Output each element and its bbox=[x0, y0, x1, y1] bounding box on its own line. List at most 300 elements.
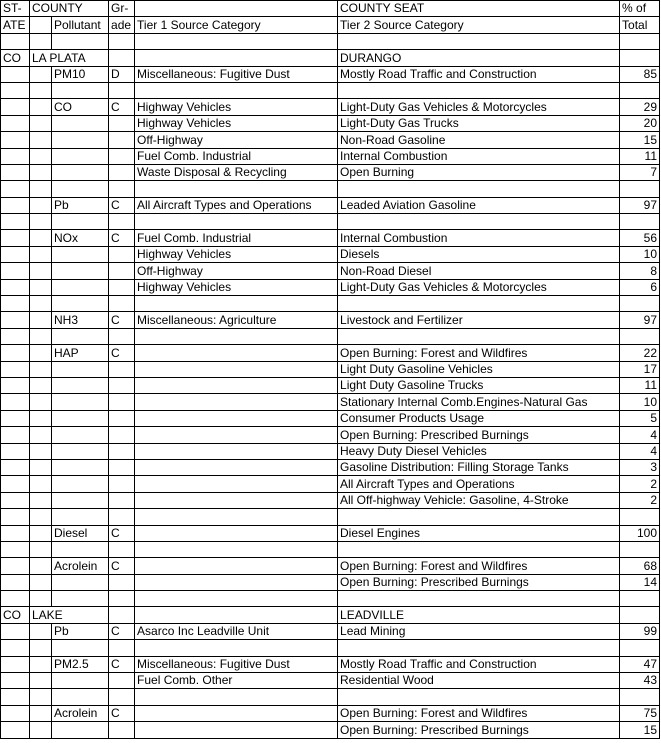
table-row bbox=[1, 33, 660, 49]
pollutant-cell bbox=[52, 377, 109, 393]
grade-cell: D bbox=[109, 66, 135, 82]
percent-cell: 10 bbox=[620, 394, 660, 410]
state-cell bbox=[1, 509, 30, 525]
tier1-cell: Fuel Comb. Industrial bbox=[135, 148, 338, 164]
county-cell bbox=[30, 181, 52, 197]
pollutant-cell bbox=[52, 394, 109, 410]
tier2-cell bbox=[338, 689, 620, 705]
percent-cell: 15 bbox=[620, 722, 660, 738]
grade-cell bbox=[109, 214, 135, 230]
grade-cell bbox=[109, 607, 135, 623]
state-cell bbox=[1, 689, 30, 705]
table-row bbox=[1, 328, 660, 344]
state-cell bbox=[1, 263, 30, 279]
county-cell bbox=[30, 328, 52, 344]
county-cell bbox=[30, 132, 52, 148]
state-cell bbox=[1, 410, 30, 426]
pollutant-cell bbox=[52, 689, 109, 705]
state-cell bbox=[1, 541, 30, 557]
tier2-cell: Consumer Products Usage bbox=[338, 410, 620, 426]
grade-cell bbox=[109, 82, 135, 98]
state-cell bbox=[1, 394, 30, 410]
percent-cell bbox=[620, 82, 660, 98]
header-row bbox=[1, 17, 660, 33]
county-cell bbox=[30, 541, 52, 557]
percent-cell bbox=[620, 607, 660, 623]
tier1-cell bbox=[135, 345, 338, 361]
table-row bbox=[1, 427, 660, 443]
percent-cell bbox=[620, 640, 660, 656]
table-row bbox=[1, 623, 660, 639]
grade-cell bbox=[109, 689, 135, 705]
table-row bbox=[1, 591, 660, 607]
percent-cell bbox=[620, 296, 660, 312]
pollutant-cell bbox=[52, 443, 109, 459]
percent-cell: 5 bbox=[620, 410, 660, 426]
grade-header: Gr- bbox=[109, 1, 135, 17]
grade-cell bbox=[109, 394, 135, 410]
pollutant-cell bbox=[52, 148, 109, 164]
tier2-cell bbox=[338, 82, 620, 98]
tier2-cell: Heavy Duty Diesel Vehicles bbox=[338, 443, 620, 459]
county-cell bbox=[30, 377, 52, 393]
county-seat-cell: LEADVILLE bbox=[338, 607, 620, 623]
header-row bbox=[1, 1, 660, 17]
state-cell bbox=[1, 82, 30, 98]
table-row bbox=[1, 574, 660, 590]
pollutant-cell: NOx bbox=[52, 230, 109, 246]
pollutant-cell bbox=[52, 132, 109, 148]
percent-cell: 2 bbox=[620, 476, 660, 492]
tier1-cell: Fuel Comb. Other bbox=[135, 673, 338, 689]
tier2-cell: Diesel Engines bbox=[338, 525, 620, 541]
state-cell bbox=[1, 574, 30, 590]
state-cell: CO bbox=[1, 607, 30, 623]
county-seat-header: COUNTY SEAT bbox=[338, 1, 620, 17]
table-row bbox=[1, 246, 660, 262]
percent-cell: 11 bbox=[620, 148, 660, 164]
pollutant-cell: PM2.5 bbox=[52, 656, 109, 672]
grade-cell bbox=[109, 459, 135, 475]
state-cell bbox=[1, 673, 30, 689]
state-cell bbox=[1, 312, 30, 328]
grade-cell: C bbox=[109, 558, 135, 574]
tier1-cell: Highway Vehicles bbox=[135, 279, 338, 295]
county-cell bbox=[30, 279, 52, 295]
pollutant-cell bbox=[52, 296, 109, 312]
tier1-cell bbox=[135, 394, 338, 410]
tier1-cell bbox=[135, 214, 338, 230]
grade-cell bbox=[109, 164, 135, 180]
total-header: Total bbox=[620, 17, 660, 33]
county-cell bbox=[30, 82, 52, 98]
percent-cell: 47 bbox=[620, 656, 660, 672]
tier2-cell: Light-Duty Gas Trucks bbox=[338, 115, 620, 131]
table-row bbox=[1, 197, 660, 213]
percent-cell: 4 bbox=[620, 427, 660, 443]
table-row bbox=[1, 509, 660, 525]
pollutant-cell bbox=[52, 591, 109, 607]
tier1-cell bbox=[135, 33, 338, 49]
table-body bbox=[1, 33, 660, 738]
tier2-cell: All Off-highway Vehicle: Gasoline, 4-Stroke bbox=[338, 492, 620, 508]
tier2-cell: Non-Road Gasoline bbox=[338, 132, 620, 148]
tier2-cell: Open Burning: Prescribed Burnings bbox=[338, 427, 620, 443]
tier1-cell bbox=[135, 525, 338, 541]
pollutant-cell bbox=[52, 328, 109, 344]
state-header: ST- bbox=[1, 1, 30, 17]
percent-header: % of bbox=[620, 1, 660, 17]
table-row bbox=[1, 132, 660, 148]
table-row bbox=[1, 607, 660, 623]
percent-cell bbox=[620, 50, 660, 66]
percent-cell: 7 bbox=[620, 164, 660, 180]
table-row bbox=[1, 722, 660, 738]
grade-cell: C bbox=[109, 312, 135, 328]
tier2-cell: Mostly Road Traffic and Construction bbox=[338, 66, 620, 82]
table-row bbox=[1, 214, 660, 230]
table-row bbox=[1, 312, 660, 328]
percent-cell: 56 bbox=[620, 230, 660, 246]
county-cell bbox=[30, 197, 52, 213]
pollutant-cell bbox=[52, 476, 109, 492]
tier2-cell bbox=[338, 509, 620, 525]
pollutant-header: Pollutant bbox=[52, 17, 109, 33]
grade-cell: C bbox=[109, 197, 135, 213]
percent-cell: 68 bbox=[620, 558, 660, 574]
tier1-header: Tier 1 Source Category bbox=[135, 17, 338, 33]
grade-cell: C bbox=[109, 623, 135, 639]
percent-cell: 29 bbox=[620, 99, 660, 115]
county-cell bbox=[30, 394, 52, 410]
county-cell bbox=[30, 722, 52, 738]
tier1-cell: Asarco Inc Leadville Unit bbox=[135, 623, 338, 639]
county-cell bbox=[30, 66, 52, 82]
grade-cell: C bbox=[109, 656, 135, 672]
grade-cell: C bbox=[109, 230, 135, 246]
table-row bbox=[1, 230, 660, 246]
table-row bbox=[1, 377, 660, 393]
percent-cell: 3 bbox=[620, 459, 660, 475]
grade-cell bbox=[109, 591, 135, 607]
grade-cell bbox=[109, 541, 135, 557]
percent-cell: 4 bbox=[620, 443, 660, 459]
county-cell bbox=[30, 459, 52, 475]
county-cell bbox=[30, 673, 52, 689]
county-cell bbox=[30, 230, 52, 246]
tier1-cell bbox=[135, 492, 338, 508]
tier1-cell bbox=[135, 640, 338, 656]
pollutant-cell bbox=[52, 509, 109, 525]
tier1-cell bbox=[135, 296, 338, 312]
county-cell bbox=[30, 246, 52, 262]
tier2-cell: Lead Mining bbox=[338, 623, 620, 639]
percent-cell: 85 bbox=[620, 66, 660, 82]
pollutant-cell bbox=[52, 82, 109, 98]
percent-cell: 17 bbox=[620, 361, 660, 377]
tier2-cell: Gasoline Distribution: Filling Storage Tanks bbox=[338, 459, 620, 475]
state-cell bbox=[1, 148, 30, 164]
table-row bbox=[1, 263, 660, 279]
tier1-cell: Off-Highway bbox=[135, 263, 338, 279]
percent-cell: 97 bbox=[620, 197, 660, 213]
state-cell bbox=[1, 164, 30, 180]
state-cell bbox=[1, 492, 30, 508]
percent-cell: 6 bbox=[620, 279, 660, 295]
state-cell bbox=[1, 640, 30, 656]
grade-cell: C bbox=[109, 345, 135, 361]
county-cell bbox=[30, 705, 52, 721]
tier1-cell: Miscellaneous: Fugitive Dust bbox=[135, 656, 338, 672]
table-row bbox=[1, 66, 660, 82]
county-cell bbox=[30, 476, 52, 492]
county-name-cell: LAKE bbox=[30, 607, 109, 623]
tier2-cell: Light Duty Gasoline Trucks bbox=[338, 377, 620, 393]
tier1-cell bbox=[135, 181, 338, 197]
county-cell bbox=[30, 492, 52, 508]
tier1-cell: Fuel Comb. Industrial bbox=[135, 230, 338, 246]
grade-cell bbox=[109, 377, 135, 393]
state-cell bbox=[1, 246, 30, 262]
pollutant-cell bbox=[52, 263, 109, 279]
tier2-cell: Livestock and Fertilizer bbox=[338, 312, 620, 328]
tier1-cell bbox=[135, 591, 338, 607]
tier2-cell bbox=[338, 296, 620, 312]
percent-cell: 43 bbox=[620, 673, 660, 689]
table-row bbox=[1, 394, 660, 410]
pollutant-cell bbox=[52, 410, 109, 426]
county-cell bbox=[30, 99, 52, 115]
percent-cell: 2 bbox=[620, 492, 660, 508]
tier1-header-top bbox=[135, 1, 338, 17]
state-cell bbox=[1, 197, 30, 213]
table-row bbox=[1, 640, 660, 656]
grade-cell bbox=[109, 427, 135, 443]
tier2-cell: Open Burning: Forest and Wildfires bbox=[338, 345, 620, 361]
tier1-cell bbox=[135, 377, 338, 393]
pollutant-cell bbox=[52, 214, 109, 230]
tier2-cell bbox=[338, 541, 620, 557]
county-header-cont bbox=[30, 17, 52, 33]
pollutant-cell bbox=[52, 361, 109, 377]
pollutant-cell: Pb bbox=[52, 197, 109, 213]
county-cell bbox=[30, 345, 52, 361]
tier2-cell: All Aircraft Types and Operations bbox=[338, 476, 620, 492]
grade-cell bbox=[109, 492, 135, 508]
table-row bbox=[1, 296, 660, 312]
percent-cell bbox=[620, 689, 660, 705]
grade-cell bbox=[109, 132, 135, 148]
pollutant-cell: Acrolein bbox=[52, 705, 109, 721]
tier1-cell bbox=[135, 82, 338, 98]
county-cell bbox=[30, 115, 52, 131]
pollutant-cell: PM10 bbox=[52, 66, 109, 82]
percent-cell bbox=[620, 509, 660, 525]
tier2-cell: Open Burning: Prescribed Burnings bbox=[338, 722, 620, 738]
state-cell bbox=[1, 181, 30, 197]
state-cell bbox=[1, 705, 30, 721]
table-row bbox=[1, 115, 660, 131]
tier1-cell bbox=[135, 541, 338, 557]
tier1-cell bbox=[135, 705, 338, 721]
tier2-cell bbox=[338, 214, 620, 230]
pollutant-cell bbox=[52, 181, 109, 197]
table-row bbox=[1, 99, 660, 115]
pollutant-cell: NH3 bbox=[52, 312, 109, 328]
percent-cell: 75 bbox=[620, 705, 660, 721]
grade-cell bbox=[109, 410, 135, 426]
tier1-cell bbox=[135, 574, 338, 590]
tier2-cell: Mostly Road Traffic and Construction bbox=[338, 656, 620, 672]
county-cell bbox=[30, 312, 52, 328]
county-cell bbox=[30, 509, 52, 525]
state-cell bbox=[1, 345, 30, 361]
state-cell bbox=[1, 722, 30, 738]
grade-cell bbox=[109, 640, 135, 656]
pollutant-cell bbox=[52, 722, 109, 738]
percent-cell: 97 bbox=[620, 312, 660, 328]
tier2-cell: Light-Duty Gas Vehicles & Motorcycles bbox=[338, 279, 620, 295]
pollutant-cell bbox=[52, 459, 109, 475]
percent-cell bbox=[620, 541, 660, 557]
tier1-cell: Waste Disposal & Recycling bbox=[135, 164, 338, 180]
grade-cell bbox=[109, 361, 135, 377]
pollutant-cell bbox=[52, 33, 109, 49]
tier1-cell bbox=[135, 558, 338, 574]
table-row bbox=[1, 525, 660, 541]
pollutant-cell: HAP bbox=[52, 345, 109, 361]
grade-cell bbox=[109, 509, 135, 525]
tier1-cell bbox=[135, 361, 338, 377]
state-cell bbox=[1, 230, 30, 246]
tier2-cell bbox=[338, 591, 620, 607]
table-row bbox=[1, 689, 660, 705]
pollutant-cell: Pb bbox=[52, 623, 109, 639]
county-cell bbox=[30, 640, 52, 656]
county-cell bbox=[30, 558, 52, 574]
tier2-cell: Stationary Internal Comb.Engines-Natural Gas bbox=[338, 394, 620, 410]
tier2-cell: Leaded Aviation Gasoline bbox=[338, 197, 620, 213]
percent-cell bbox=[620, 214, 660, 230]
county-cell bbox=[30, 525, 52, 541]
grade-cell bbox=[109, 279, 135, 295]
tier1-cell bbox=[135, 476, 338, 492]
tier1-cell bbox=[135, 722, 338, 738]
tier1-cell: All Aircraft Types and Operations bbox=[135, 197, 338, 213]
table-row bbox=[1, 361, 660, 377]
tier1-cell bbox=[135, 689, 338, 705]
county-cell bbox=[30, 574, 52, 590]
tier1-cell bbox=[135, 443, 338, 459]
percent-cell: 8 bbox=[620, 263, 660, 279]
grade-cell bbox=[109, 722, 135, 738]
state-cell bbox=[1, 443, 30, 459]
grade-cell bbox=[109, 263, 135, 279]
state-cell bbox=[1, 115, 30, 131]
state-cell bbox=[1, 459, 30, 475]
percent-cell: 11 bbox=[620, 377, 660, 393]
table-row bbox=[1, 541, 660, 557]
tier2-cell: Light-Duty Gas Vehicles & Motorcycles bbox=[338, 99, 620, 115]
state-cell: CO bbox=[1, 50, 30, 66]
county-cell bbox=[30, 623, 52, 639]
tier2-cell bbox=[338, 33, 620, 49]
percent-cell bbox=[620, 33, 660, 49]
county-cell bbox=[30, 443, 52, 459]
pollutant-cell bbox=[52, 279, 109, 295]
table-row bbox=[1, 345, 660, 361]
county-cell bbox=[30, 410, 52, 426]
pollutant-cell bbox=[52, 541, 109, 557]
state-cell bbox=[1, 476, 30, 492]
grade-header-cont: ade bbox=[109, 17, 135, 33]
tier2-cell bbox=[338, 328, 620, 344]
state-cell bbox=[1, 377, 30, 393]
grade-cell bbox=[109, 328, 135, 344]
percent-cell: 22 bbox=[620, 345, 660, 361]
tier1-cell: Highway Vehicles bbox=[135, 99, 338, 115]
tier1-cell: Miscellaneous: Fugitive Dust bbox=[135, 66, 338, 82]
tier1-cell bbox=[135, 410, 338, 426]
county-cell bbox=[30, 263, 52, 279]
grade-cell bbox=[109, 443, 135, 459]
pollutant-cell: CO bbox=[52, 99, 109, 115]
tier2-header: Tier 2 Source Category bbox=[338, 17, 620, 33]
table-row bbox=[1, 459, 660, 475]
table-row bbox=[1, 656, 660, 672]
state-cell bbox=[1, 66, 30, 82]
grade-cell: C bbox=[109, 99, 135, 115]
state-cell bbox=[1, 558, 30, 574]
percent-cell bbox=[620, 591, 660, 607]
percent-cell: 100 bbox=[620, 525, 660, 541]
percent-cell: 14 bbox=[620, 574, 660, 590]
grade-cell bbox=[109, 148, 135, 164]
tier2-cell: Internal Combustion bbox=[338, 230, 620, 246]
county-cell bbox=[30, 591, 52, 607]
county-cell bbox=[30, 148, 52, 164]
pollutant-cell bbox=[52, 492, 109, 508]
tier2-cell: Open Burning bbox=[338, 164, 620, 180]
pollutant-cell bbox=[52, 164, 109, 180]
county-cell bbox=[30, 427, 52, 443]
pollutant-cell bbox=[52, 115, 109, 131]
grade-cell bbox=[109, 296, 135, 312]
county-header: COUNTY bbox=[30, 1, 109, 17]
tier2-cell: Open Burning: Forest and Wildfires bbox=[338, 705, 620, 721]
grade-cell bbox=[109, 181, 135, 197]
grade-cell bbox=[109, 33, 135, 49]
pollutant-cell bbox=[52, 427, 109, 443]
state-header-cont: ATE bbox=[1, 17, 30, 33]
state-cell bbox=[1, 427, 30, 443]
tier1-cell bbox=[135, 607, 338, 623]
county-seat-cell: DURANGO bbox=[338, 50, 620, 66]
tier2-cell: Residential Wood bbox=[338, 673, 620, 689]
grade-cell: C bbox=[109, 705, 135, 721]
pollutant-cell bbox=[52, 246, 109, 262]
pollutant-cell bbox=[52, 640, 109, 656]
tier2-cell: Open Burning: Forest and Wildfires bbox=[338, 558, 620, 574]
pollutant-cell: Acrolein bbox=[52, 558, 109, 574]
pollutant-cell bbox=[52, 673, 109, 689]
table-row bbox=[1, 164, 660, 180]
county-cell bbox=[30, 214, 52, 230]
county-cell bbox=[30, 164, 52, 180]
county-cell bbox=[30, 689, 52, 705]
tier2-cell: Light Duty Gasoline Vehicles bbox=[338, 361, 620, 377]
table-row bbox=[1, 705, 660, 721]
